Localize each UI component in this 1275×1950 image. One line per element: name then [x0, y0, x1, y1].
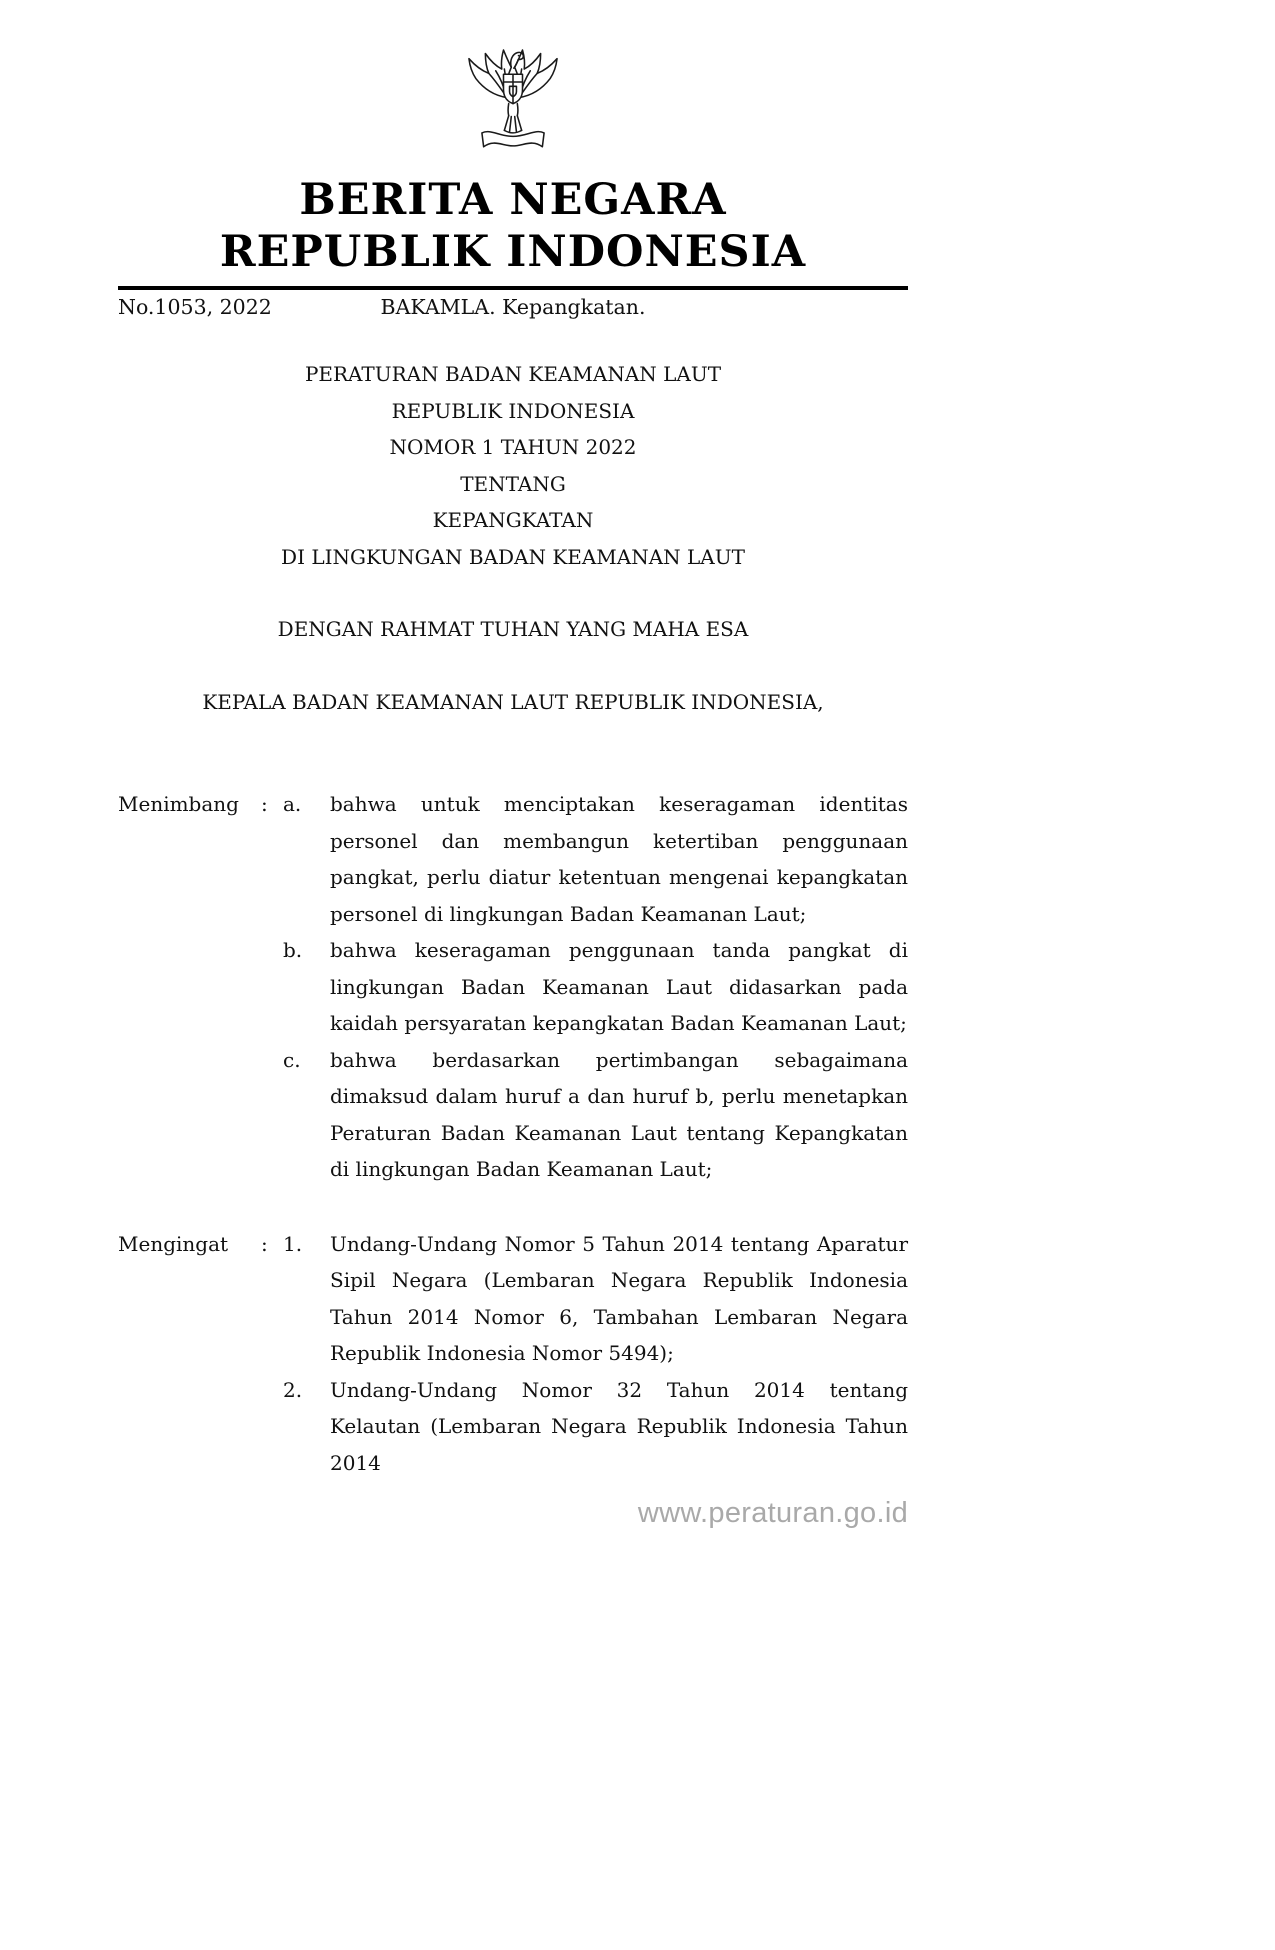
legal-basis-item-marker: 1. — [283, 1231, 303, 1256]
peraturan-watermark: www.peraturan.go.id — [637, 1497, 908, 1529]
regulation-title-line: TENTANG — [460, 471, 566, 496]
legal-basis-item-text: Undang-Undang Nomor 32 Tahun 2014 tentang Kelautan (Lembaran Negara Republik Indonesia Tahun 2014 — [330, 1377, 908, 1475]
considering-item-marker: a. — [283, 792, 302, 816]
gazette-title-line1: BERITA NEGARA — [299, 175, 727, 225]
regulation-title-line: KEPANGKATAN — [432, 508, 594, 532]
regulation-title-line: NOMOR 1 TAHUN 2022 — [389, 435, 637, 459]
garuda-pancasila-emblem-icon — [461, 44, 565, 158]
considering-item-marker: c. — [283, 1047, 301, 1072]
regulation-title-line: REPUBLIK INDONESIA — [391, 398, 635, 423]
legal-basis-colon: : — [261, 1231, 268, 1256]
legal-basis-item-marker: 2. — [283, 1377, 303, 1402]
considering-item-text: bahwa keseragaman penggunaan tanda pangkat di lingkungan Badan Keamanan Laut didasarkan pada kaidah persyaratan kepangkatan Badan Keamanan Laut; — [330, 938, 908, 1035]
regulation-title-line: PERATURAN BADAN KEAMANAN LAUT — [304, 362, 722, 386]
masthead-row — [118, 294, 908, 320]
considering-section — [118, 786, 908, 1188]
page-content — [118, 44, 908, 1481]
masthead-rule — [118, 286, 908, 290]
considering-colon: : — [261, 792, 268, 816]
considering-item-marker: b. — [283, 938, 303, 962]
considering-item-text: bahwa untuk menciptakan keseragaman identitas personel dan membangun ketertiban penggunaan pangkat, perlu diatur ketentuan mengenai kepangkatan personel di lingkungan Badan Keamanan Laut; — [330, 792, 908, 926]
considering-item-text: bahwa berdasarkan pertimbangan sebagaimana dimaksud dalam huruf a dan huruf b, perlu menetapkan Peraturan Badan Keamanan Laut tentang Kepangkatan di lingkungan Badan Keamanan Laut; — [330, 1047, 908, 1181]
invocation-line: DENGAN RAHMAT TUHAN YANG MAHA ESA — [277, 617, 749, 641]
legal-basis-item-text: Undang-Undang Nomor 5 Tahun 2014 tentang Aparatur Sipil Negara (Lembaran Negara Republik Indonesia Tahun 2014 Nomor 6, Tambahan Lembaran Negara Republik Indonesia Nomor 5494); — [330, 1231, 908, 1365]
gazette-subject: BAKAMLA. Kepangkatan. — [380, 295, 646, 319]
gazette-title-line2: REPUBLIK INDONESIA — [219, 227, 807, 277]
regulation-title-line: DI LINGKUNGAN BADAN KEAMANAN LAUT — [281, 544, 745, 569]
regulation-title-block — [118, 356, 908, 575]
gazette-number: No.1053, 2022 — [118, 295, 272, 319]
considering-label: Menimbang — [118, 792, 239, 816]
legal-basis-label: Mengingat — [118, 1231, 229, 1256]
legal-basis-section — [118, 1226, 908, 1482]
issuing-official-line: KEPALA BADAN KEAMANAN LAUT REPUBLIK INDONESIA, — [202, 689, 824, 714]
